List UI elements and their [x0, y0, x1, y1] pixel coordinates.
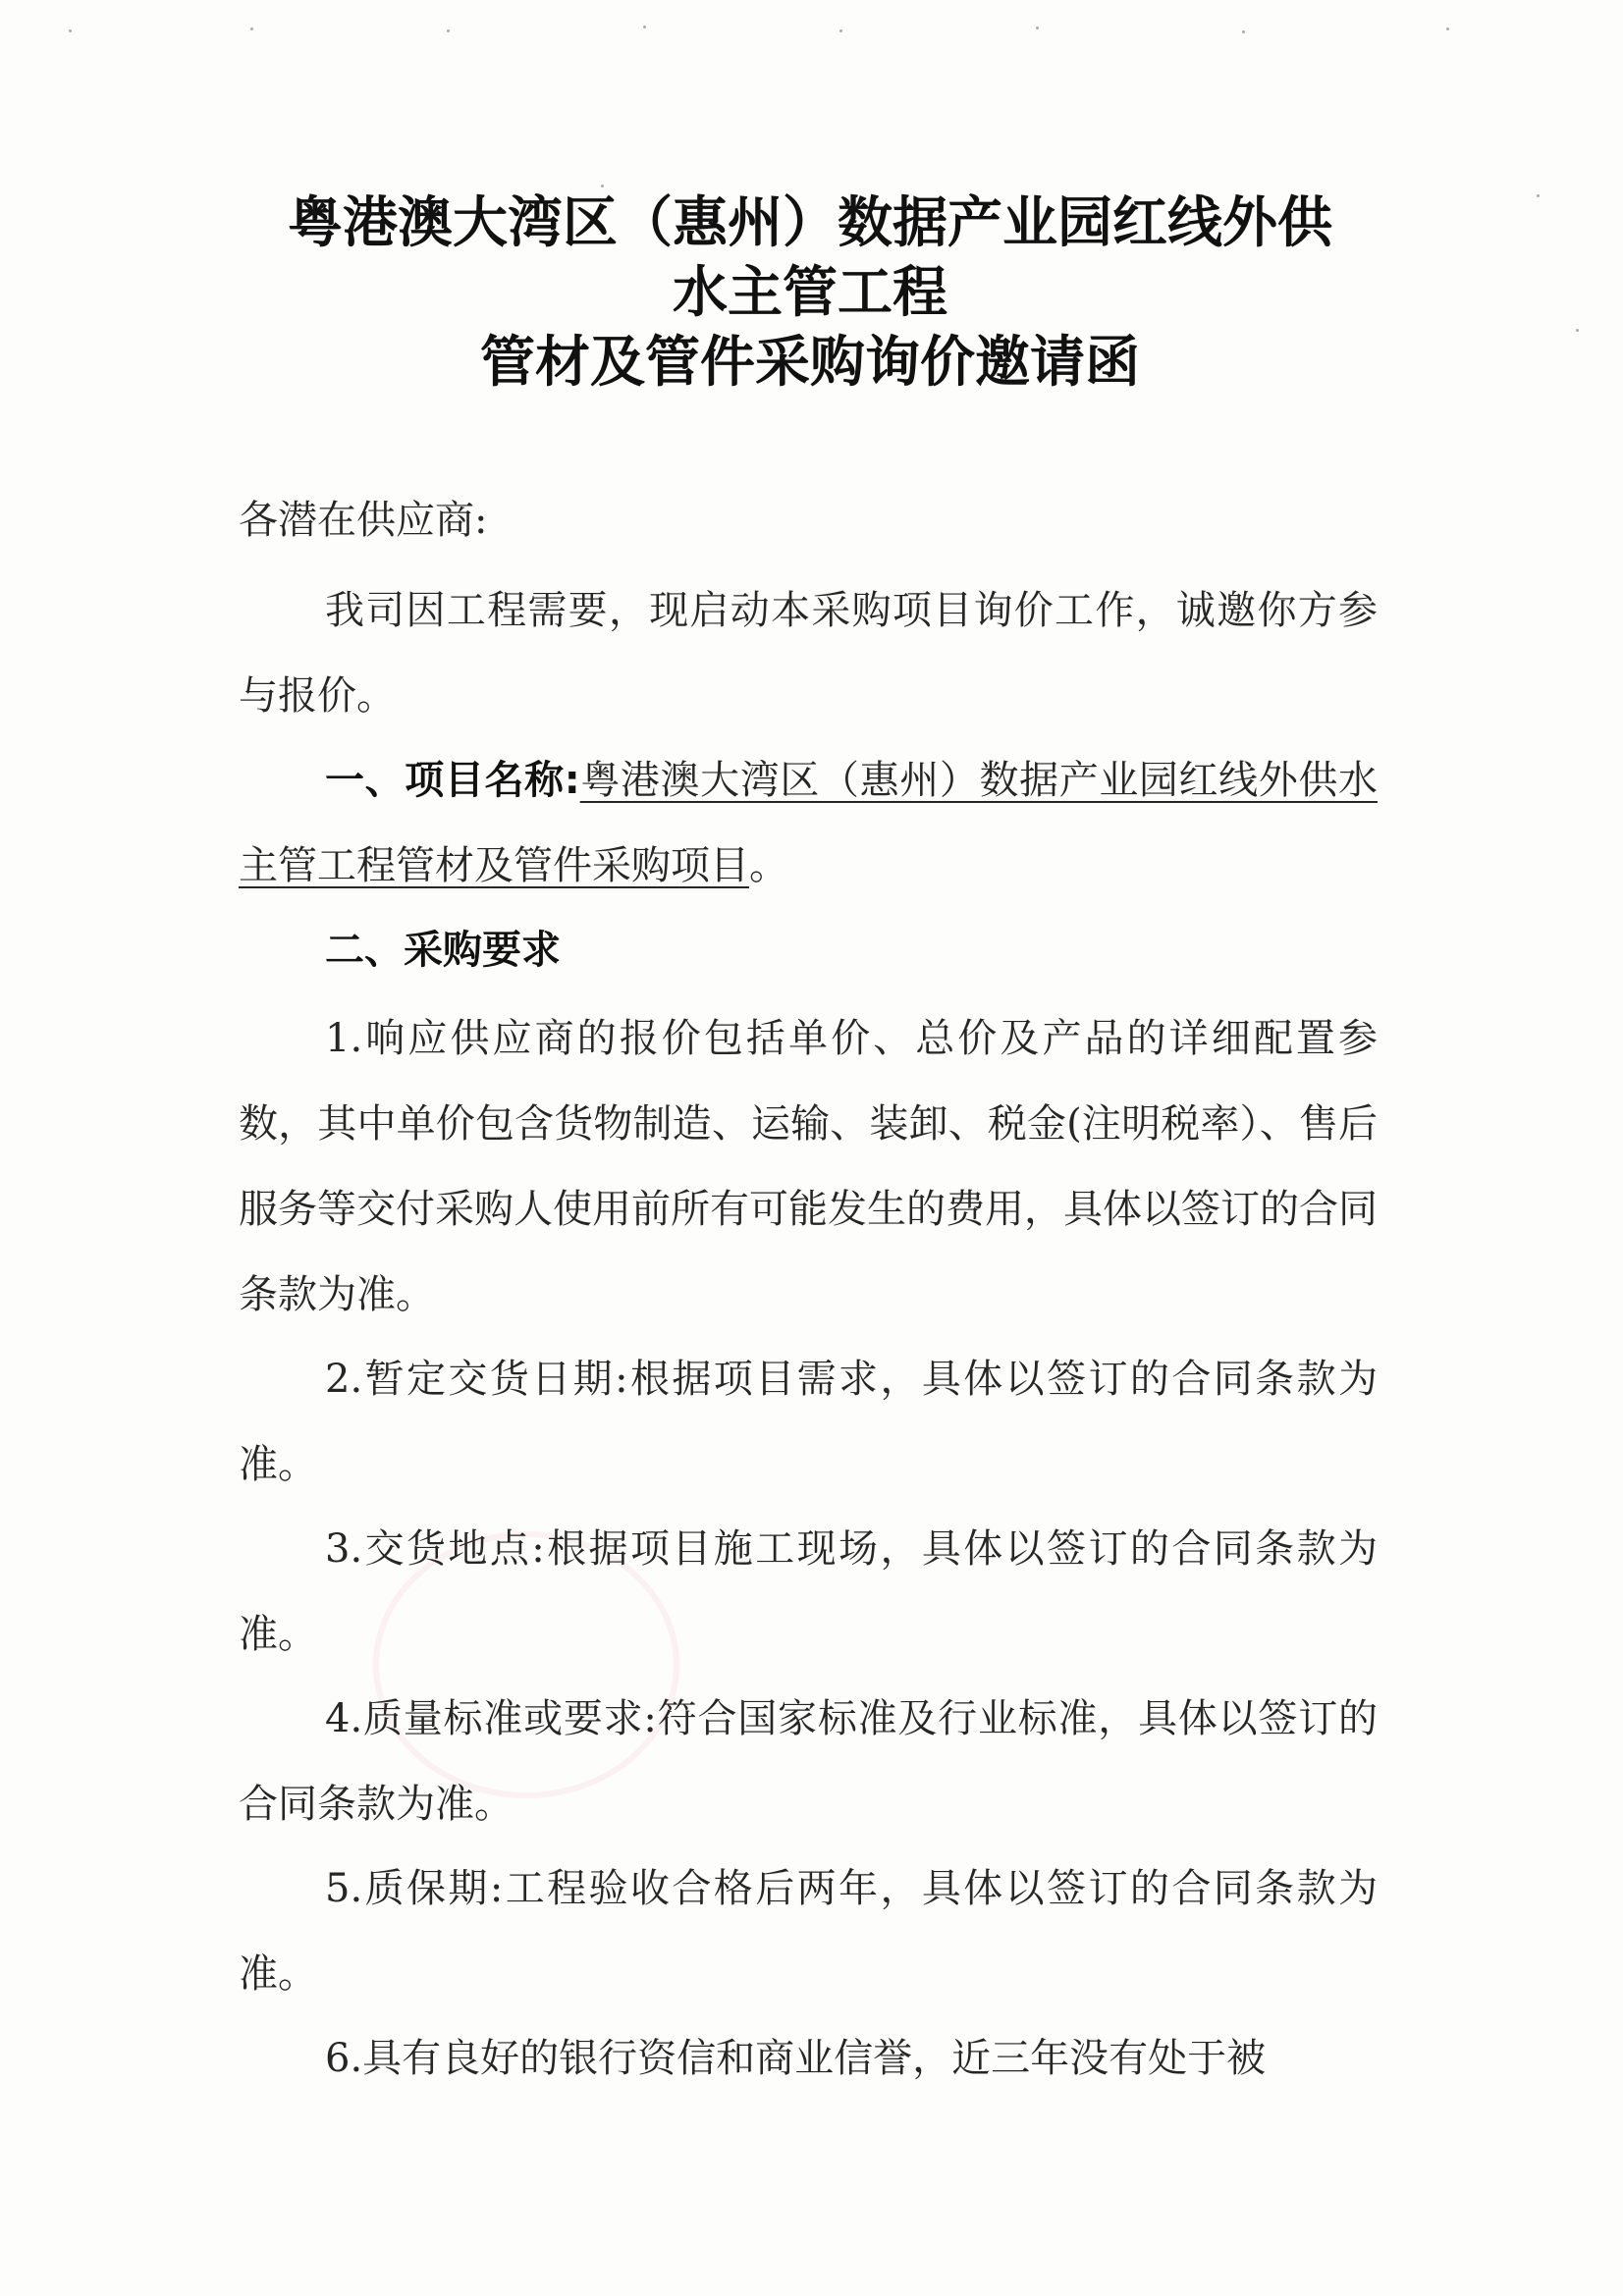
scan-speck	[839, 29, 842, 32]
scan-speck	[69, 29, 72, 32]
section-1-paragraph	[239, 738, 1378, 909]
intro-paragraph: 我司因工程需要，现启动本采购项目询价工作，诚邀你方参与报价。	[239, 588, 1378, 719]
scan-speck	[1036, 27, 1039, 29]
scan-speck	[1576, 329, 1579, 332]
section-2-label: 二、采购要求	[325, 928, 561, 973]
requirement-item-2: 2.暂定交货日期:根据项目需求，具体以签订的合同条款为准。	[239, 1357, 1378, 1487]
requirement-item-3: 3.交货地点:根据项目施工现场，具体以签订的合同条款为准。	[239, 1526, 1378, 1657]
requirement-item-6: 6.具有良好的银行资信和商业信誉，近三年没有处于被	[325, 2036, 1267, 2081]
scan-speck	[250, 27, 253, 30]
requirement-item-5: 5.质保期:工程验收合格后两年，具体以签订的合同条款为准。	[239, 1866, 1378, 1997]
scan-speck	[1446, 27, 1449, 30]
salutation: 各潜在供应商:	[239, 498, 488, 543]
scan-speck	[1242, 30, 1245, 33]
scan-speck	[643, 26, 646, 28]
section-1-label: 一、项目名称:	[325, 758, 580, 803]
requirement-item-1: 1.响应供应商的报价包括单价、总价及产品的详细配置参数，其中单价包含货物制造、运输、装卸、税金(注明税率）、售后服务等交付采购人使用前所有可能发生的费用，具体以签订的合同条款为准。	[239, 1016, 1378, 1317]
project-name: 粤港澳大湾区（惠州）数据产业园红线外供水主管工程管材及管件采购项目	[239, 758, 1379, 888]
document-title-line-3: 管材及管件采购询价邀请函	[480, 331, 1140, 395]
scan-speck	[601, 185, 604, 187]
section-2-heading	[239, 908, 1378, 993]
scan-speck	[447, 29, 450, 32]
scan-speck	[1537, 194, 1540, 197]
document-title-line-2: 水主管工程	[673, 261, 947, 325]
section-1-end: 。	[749, 843, 788, 888]
document-title-line-1: 粤港澳大湾区（惠州）数据产业园红线外供	[288, 191, 1332, 255]
requirement-item-4: 4.质量标准或要求:符合国家标准及行业标准，具体以签订的合同条款为准。	[239, 1696, 1378, 1827]
